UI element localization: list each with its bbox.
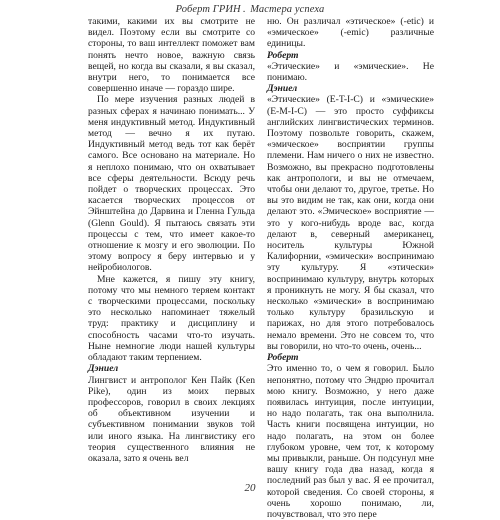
speaker-name: Дэниел — [88, 363, 119, 375]
speaker-name: Роберт — [267, 49, 299, 61]
left-text-column — [88, 16, 255, 464]
paragraph: ню. Он различал «этическое» (-etic) и «эмическое» (-emic) различные единицы. — [267, 16, 434, 50]
paragraph: Мне кажется, я пишу эту книгу, потому что мы немного теряем контакт с творческими процессами, поскольку это несколько напоминает тяжелый труд: практику и дисциплину и способность часами что-то изучать. Ныне немногие люди нашей культуры обладают таким терпением. — [88, 273, 255, 364]
header-separator: . — [242, 4, 246, 15]
paragraph: Это именно то, о чем я говорил. Было непонятно, потому что Эндрю прочитал мою книгу. Возможно, у него даже появилась интуиция, после интуиции, но надо полагать, так она выполнила. Часть книги посвящена интуиции, но надо полагать, на этом он более глубоком уровне, чем тот, к которому мы привыкли, раньше. Он подсунул мне вашу книгу года два назад, когда я последний раз был у вас. Я ее прочитал, которой сведения. Со своей стороны, я очень хорошо понимаю, ли, почувствовал, что это пере — [267, 363, 434, 520]
running-header — [0, 4, 500, 15]
right-text-column — [267, 16, 434, 520]
paragraph: «Этические» и «эмические». Не понимаю. — [267, 60, 434, 84]
paragraph: «Этические» (E-T-I-C) и «эмические» (E-M-I-C) — это просто суффиксы английских лингвистических терминов. Поэтому позвольте говорить, скажем, «эмическое» восприятии группы племени. Нам ничего о них не известно. Возможно, вы прекрасно подготовлены как антропологи, и вы не отмечаем, чтобы они делают то, другое, третье. Но вы это видим не так, как они, когда они делают это. «Эмическое» восприятие — это у кого-нибудь вроде вас, когда делают в, северный американец, носитель культуры Южной Калифорнии, «эмически» воспринимаю эту культуру. Я «этически» воспринимаю культуру, внутрь которых я проникнуть не могу. Я бы сказал, что несколько «эмически» в воспринимаю только культуру бразильскую и парижах, но для этого потребовалось немало времени. Это не совсем то, что вы говорили, но что-то очень, очень... — [267, 94, 434, 352]
header-author: Роберт ГРИН — [175, 4, 241, 15]
speaker-name: Роберт — [267, 352, 299, 364]
speaker-name: Дэниел — [267, 83, 298, 95]
header-book-title: Мастера успеха — [250, 4, 325, 15]
paragraph: такими, какими их вы смотрите не видел. Поэтому если вы смотрите со стороны, то ваш интеллект поможет вам понять нечто новое, важную связь вещей, но когда вы сказали, я вы сказал, внутри него, то понимается все совершенно иначе — гораздо шире. — [88, 16, 255, 95]
page-number: 20 — [244, 482, 256, 494]
paragraph: По мере изучения разных людей в разных сферах я начинаю понимать... У меня индуктивный метод. Индуктивный метод — вечно я их путаю. Индуктивный метод ведь тот как берёт самого. Все основано на материале. Но я неплохо понимаю, что он охватывает все сферы деятельности. Всюду речь пойдет о творческих процессах. Это касается творческих процессов от Эйнштейна до Дарвина и Гленна Гульда (Glenn Gould). Я пытаюсь связать эти процессы с тем, что имеет какое-то отношение к мозгу и его эволюции. По этому вопросу я беру интервью и у нейробиологов. — [88, 94, 255, 274]
paragraph: Лингвист и антрополог Кен Пайк (Ken Pike), один из моих первых профессоров, говорил в своих лекциях об объективном изучении и субъективном понимании звуков той или иного языка. На лингвистику его теория существенного влияния не оказала, зато я очень вел — [88, 374, 255, 464]
